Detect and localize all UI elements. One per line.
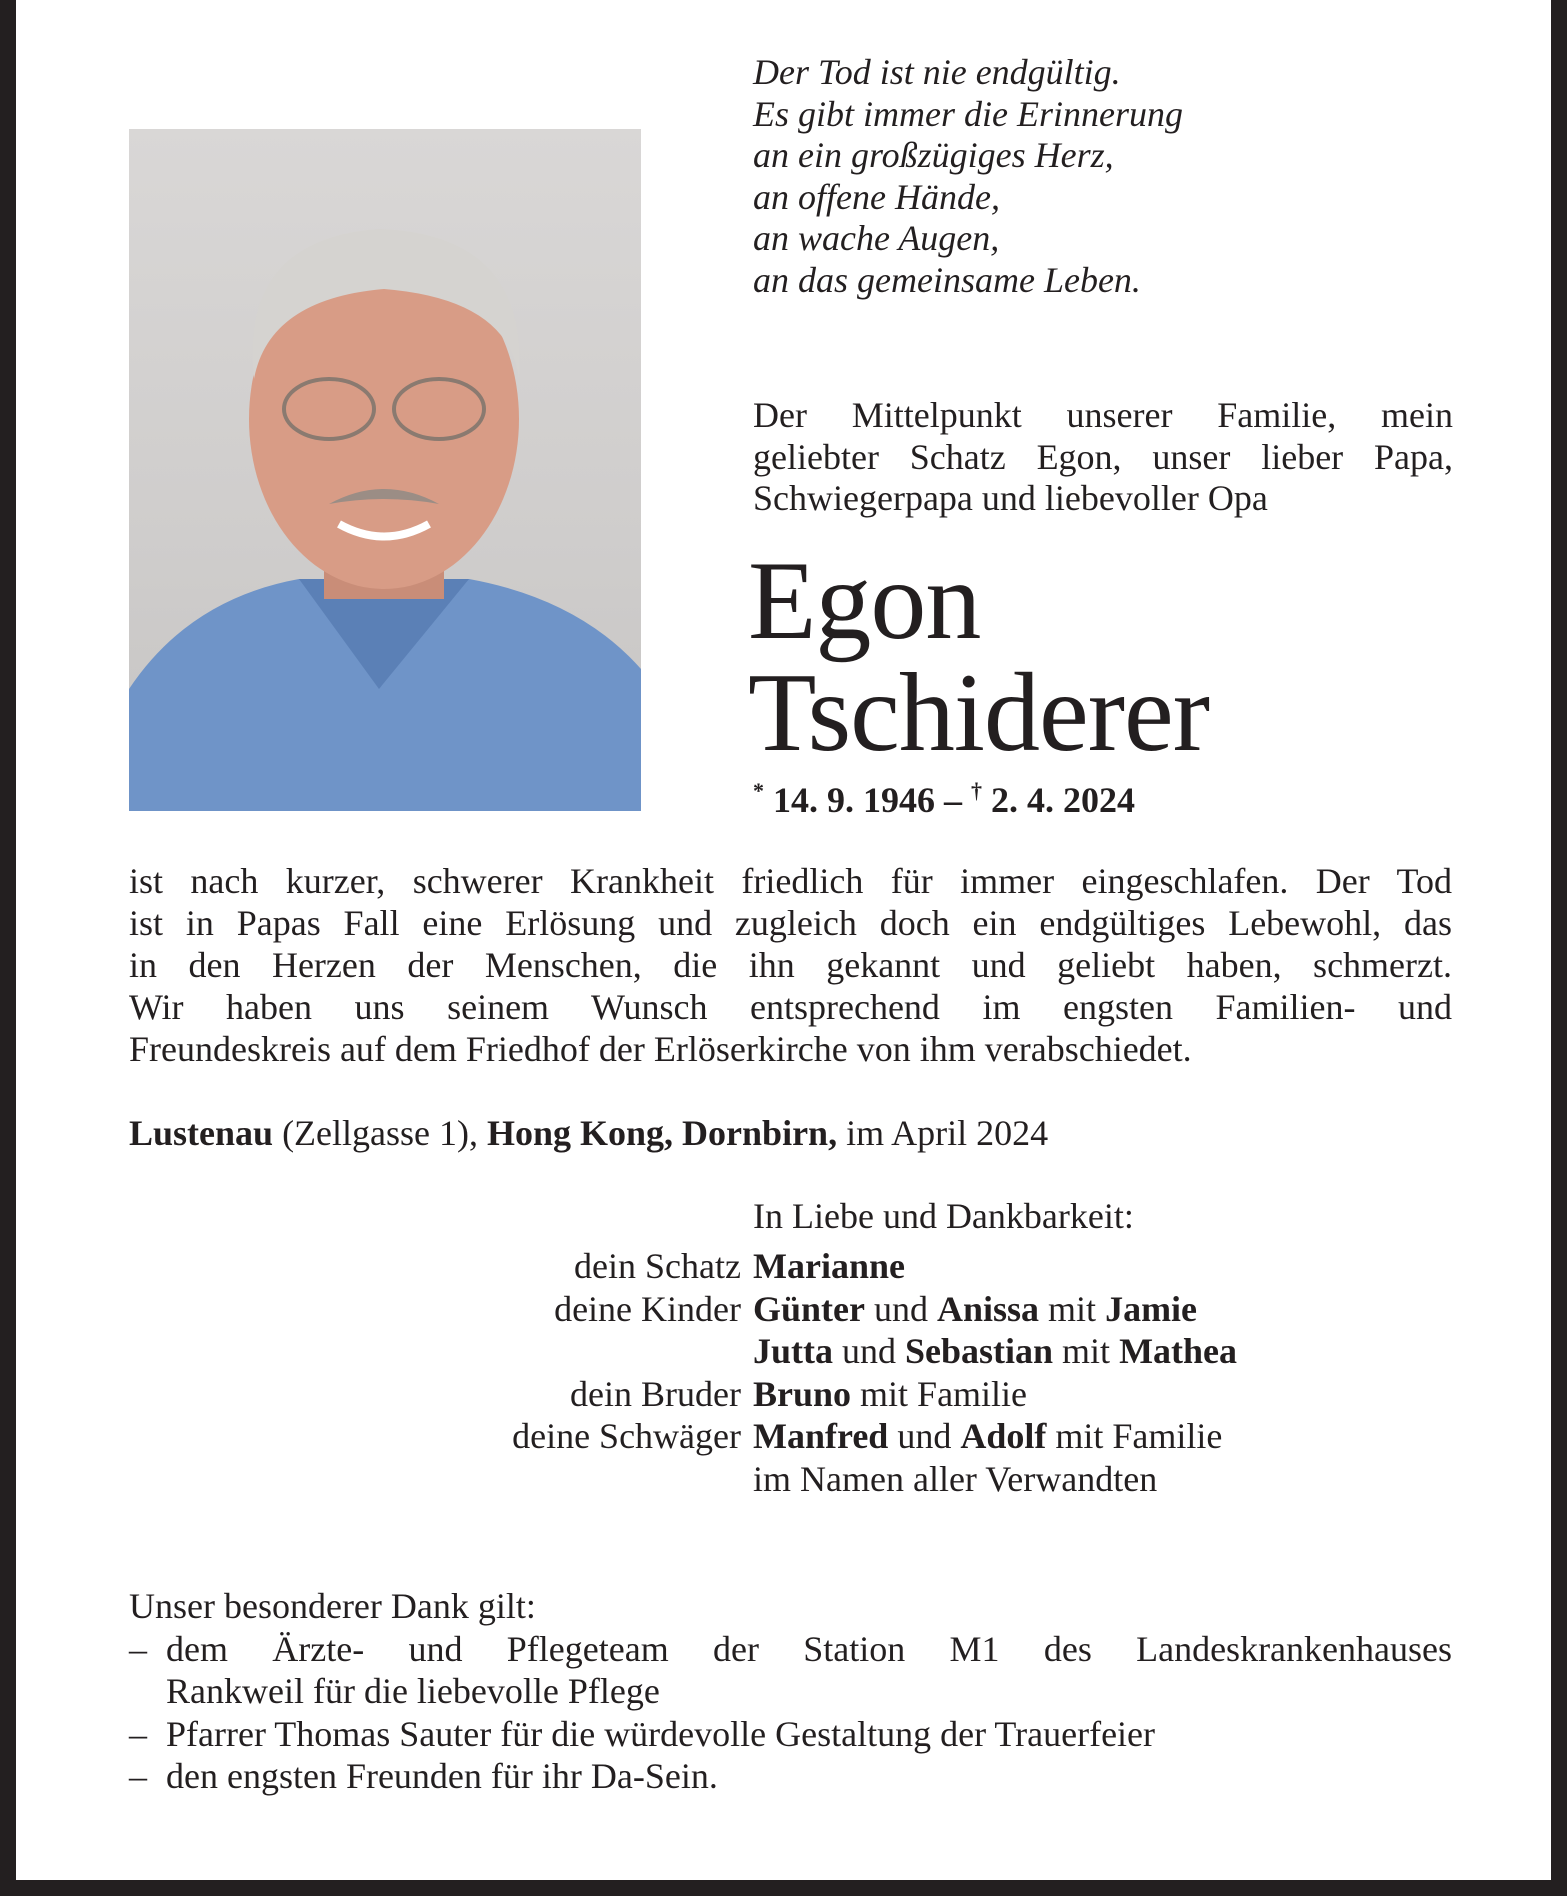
poem-line: an offene Hände, (753, 176, 1000, 217)
family-row (129, 1458, 1237, 1501)
family-connector: und (865, 1288, 937, 1329)
deceased-name (748, 539, 1210, 775)
family-row (129, 1415, 1237, 1458)
place-address: (Zellgasse 1), (273, 1113, 487, 1153)
family-connector: mit (1039, 1288, 1106, 1329)
body-line: ist nach kurzer, schwerer Krankheit friedlich für immer eingeschlafen. Der Tod (129, 861, 1452, 901)
thanks-item (129, 1628, 1452, 1713)
life-dates (753, 778, 1135, 822)
place-others: Hong Kong, Dornbirn, (487, 1113, 838, 1153)
death-cross-icon: † (971, 778, 982, 803)
family-row (129, 1330, 1237, 1373)
family-member-name: Jutta (753, 1331, 833, 1371)
family-member-name: Mathea (1119, 1331, 1238, 1371)
poem-line: an ein großzügiges Herz, (753, 135, 1114, 175)
family-connector: mit (1053, 1331, 1120, 1371)
special-thanks (129, 1585, 1452, 1798)
family-connector: mit Familie (851, 1373, 1028, 1414)
body-line: ist in Papas Fall eine Erlösung und zugleich doch ein endgültiges Lebewohl, das (129, 903, 1452, 943)
place-date: im April 2024 (837, 1113, 1049, 1153)
first-name: Egon (748, 539, 981, 663)
intro-line: Der Mittelpunkt unserer Familie, mein (753, 395, 1453, 435)
date-separator: – (935, 780, 971, 820)
family-names (753, 1415, 1222, 1458)
poem-line: Der Tod ist nie endgültig. (753, 52, 1121, 92)
place-city: Lustenau (129, 1113, 274, 1153)
family-member-name: Manfred (753, 1416, 889, 1456)
poem-line: Es gibt immer die Erinnerung (753, 93, 1183, 134)
family-names (753, 1330, 1237, 1373)
thanks-item-line: dem Ärzte- und Pflegeteam der Station M1 des Landeskrankenhauses (166, 1628, 1452, 1669)
family-row (129, 1245, 1237, 1288)
place-date-line (129, 1112, 1048, 1154)
thanks-item-line: Rankweil für die liebevolle Pflege (166, 1671, 660, 1711)
intro-line: Schwiegerpapa und liebevoller Opa (753, 478, 1268, 518)
birth-star-icon: * (753, 778, 764, 803)
birth-date: 14. 9. 1946 (773, 780, 935, 820)
thanks-item-text (166, 1713, 1452, 1756)
thanks-heading: In Liebe und Dankbarkeit: (753, 1196, 1134, 1236)
family-names (753, 1245, 905, 1288)
family-names (753, 1458, 1157, 1501)
body-line: Freundeskreis auf dem Friedhof der Erlöserkirche von ihm verabschiedet. (129, 1029, 1192, 1069)
portrait-photo (129, 129, 641, 811)
poem-line: an wache Augen, (753, 218, 1000, 258)
dash-bullet-icon: – (129, 1713, 147, 1754)
family-member-name: Adolf (960, 1416, 1047, 1456)
family-relation: deine Kinder (554, 1288, 741, 1329)
family-member-name: Marianne (753, 1246, 905, 1286)
thanks-item-line: Pfarrer Thomas Sauter für die würdevolle Gestaltung der Trauerfeier (166, 1713, 1156, 1754)
family-member-name: Sebastian (905, 1331, 1054, 1371)
obituary-page (16, 0, 1551, 1880)
thanks-item-text (166, 1628, 1452, 1713)
body-line: in den Herzen der Menschen, die ihn gekannt und geliebt haben, schmerzt. (129, 945, 1452, 985)
dash-bullet-icon: – (129, 1756, 147, 1796)
family-names (753, 1373, 1027, 1416)
family-relation: dein Schatz (574, 1246, 741, 1286)
family-connector: im Namen aller Verwandten (753, 1458, 1158, 1499)
family-row (129, 1373, 1237, 1416)
family-row (129, 1288, 1237, 1331)
intro-line: geliebter Schatz Egon, unser lieber Papa, (753, 436, 1453, 477)
family-member-name: Anissa (937, 1288, 1040, 1329)
poem-line: an das gemeinsame Leben. (753, 259, 1141, 300)
portrait-illustration (129, 129, 641, 811)
family-connector: und (833, 1331, 905, 1371)
intro-text (753, 395, 1453, 520)
family-relation: dein Bruder (570, 1373, 741, 1414)
death-date: 2. 4. 2024 (991, 780, 1135, 820)
family-connector: mit Familie (1046, 1416, 1223, 1456)
body-line: Wir haben uns seinem Wunsch entsprechend im engsten Familien- und (129, 987, 1452, 1027)
body-text (129, 860, 1452, 1070)
family-relation (129, 1458, 753, 1501)
thanks-item-line: den engsten Freunden für ihr Da-Sein. (166, 1756, 718, 1796)
family-names (753, 1288, 1197, 1331)
special-thanks-heading: Unser besonderer Dank gilt: (129, 1586, 536, 1626)
family-list (129, 1245, 1237, 1500)
family-connector: und (888, 1416, 961, 1456)
last-name: Tschiderer (748, 651, 1210, 775)
poem (753, 52, 1183, 301)
dash-bullet-icon: – (129, 1628, 147, 1669)
family-member-name: Bruno (753, 1373, 852, 1414)
family-relation: deine Schwäger (512, 1416, 741, 1456)
thanks-item (129, 1755, 1452, 1798)
family-member-name: Günter (753, 1288, 865, 1329)
family-member-name: Jamie (1105, 1288, 1198, 1329)
thanks-item (129, 1713, 1452, 1756)
thanks-item-text (166, 1755, 1452, 1798)
family-relation (129, 1330, 753, 1373)
